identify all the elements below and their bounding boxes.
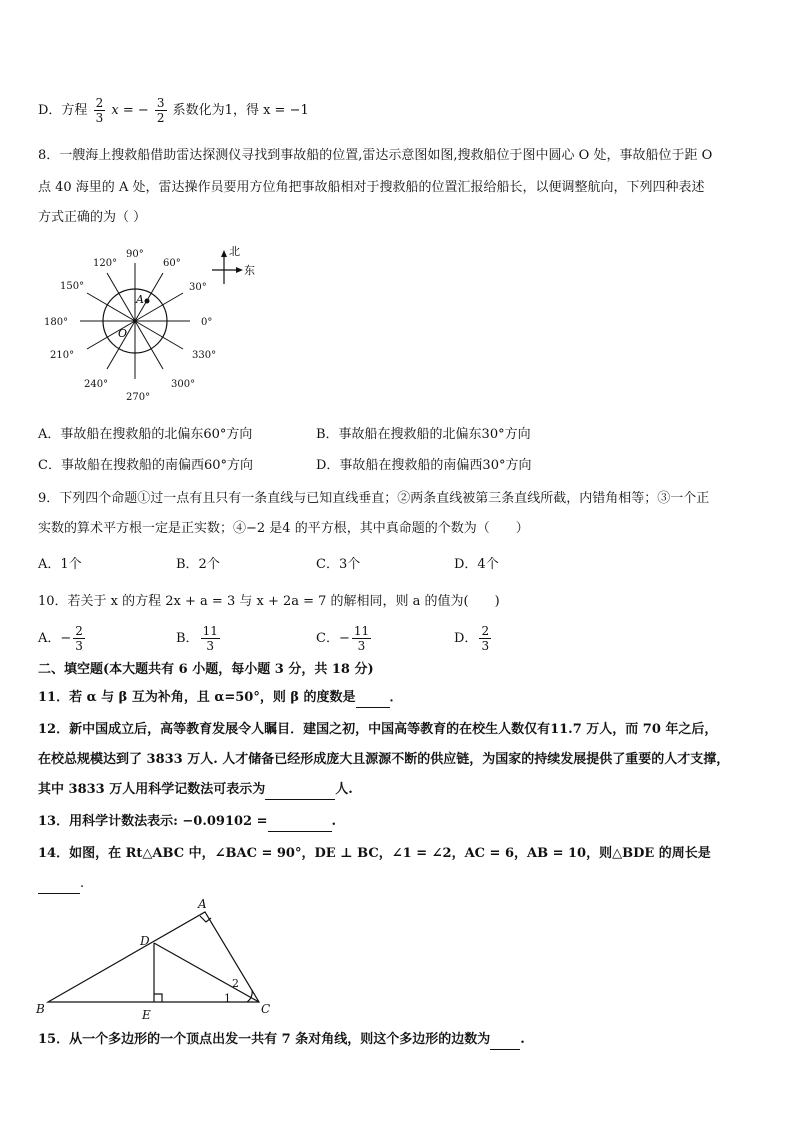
answer-blank: [356, 693, 390, 708]
segment-dc: [154, 943, 259, 1002]
q12-text-line1: 12．新中国成立后，高等教育发展令人瞩目．建国之初，中国高等教育的在校生人数仅有11.7 万人，而 70 年之后，: [38, 722, 718, 737]
answer-blank: [38, 879, 80, 894]
fraction: $\frac{2}{3}$: [75, 624, 83, 653]
right-angle-e: [154, 994, 162, 1002]
angle-label-0: 0°: [201, 317, 213, 328]
q8-option-c: C．事故船在搜救船的南偏西60°方向: [38, 458, 253, 473]
label-a: A: [198, 897, 207, 911]
angle-label-300: 300°: [171, 379, 196, 390]
angle-label-90: 90°: [126, 249, 144, 260]
q12-text-line3: 其中 3833 万人用科学记数法可表示为 人.: [38, 780, 353, 800]
q10-text: 10．若关于 x 的方程 2x + a = 3 与 x + 2a = 7 的解相同，则 a 的值为( ): [38, 594, 500, 609]
angle-label-240: 240°: [84, 379, 109, 390]
label-angle-2: 2: [232, 977, 239, 990]
q13-text: 13．用科学计数法表示: −0.09102 = .: [38, 812, 336, 832]
q14-text-line1: 14．如图，在 Rt△ABC 中，∠BAC = 90°，DE ⊥ BC，∠1 = ∠2，AC = 6，AB = 10，则△BDE 的周长是: [38, 846, 711, 861]
label-d: D: [140, 934, 150, 948]
label-c: C: [261, 1002, 271, 1016]
triangle-diagram: [30, 895, 290, 1025]
fraction: $\frac{3}{2}$: [156, 96, 165, 125]
angle-label-30: 30°: [189, 282, 207, 293]
label-e: E: [142, 1008, 151, 1022]
q12-text-line2: 在校总规模达到了 3833 万人. 人才储备已经形成庞大且源源不断的供应链，为国家的持续发展提供了重要的人才支撑，: [38, 752, 730, 767]
radar-rays: [80, 263, 190, 379]
angle-label-270: 270°: [126, 392, 151, 403]
q9-option-a: A．1个: [38, 557, 82, 572]
answer-blank: [265, 785, 335, 800]
q8-option-a: A．事故船在搜救船的北偏东60°方向: [38, 427, 253, 442]
q8-option-b: B．事故船在搜救船的北偏东30°方向: [316, 427, 531, 442]
q8-text-line2: 点 40 海里的 A 处，雷达操作员要用方位角把事故船相对于搜救船的位置汇报给船长，以便调整航向，下列四种表述: [38, 180, 705, 195]
q8-text-line1: 8．一艘海上搜救船借助雷达探测仪寻找到事故船的位置,雷达示意图如图,搜救船位于图中圆心 O 处，事故船位于距 O: [38, 148, 713, 163]
fraction: $\frac{11}{3}$: [353, 624, 370, 653]
angle-label-120: 120°: [93, 258, 118, 269]
fraction: $\frac{2}{3}$: [481, 624, 490, 653]
angle-label-180: 180°: [44, 317, 69, 328]
label-east: 东: [244, 264, 255, 277]
q14-text-line2: .: [38, 874, 84, 894]
answer-blank: [268, 817, 332, 832]
q9-option-b: B．2个: [176, 557, 220, 572]
q9-option-c: C．3个: [316, 557, 361, 572]
angle-label-330: 330°: [192, 350, 217, 361]
label-angle-1: 1: [224, 992, 231, 1005]
q9-text-line1: 9．下列四个命题①过一点有且只有一条直线与已知直线垂直；②两条直线被第三条直线所截，内错角相等；③一个正: [38, 491, 710, 506]
angle-label-60: 60°: [163, 258, 181, 269]
label-point-a: A: [136, 293, 144, 306]
angle-label-210: 210°: [50, 350, 75, 361]
q15-text: 15．从一个多边形的一个顶点出发一共有 7 条对角线，则这个多边形的边数为 .: [38, 1030, 525, 1050]
q10-option-a: A．− $\frac{2}{3}$: [38, 624, 83, 653]
right-angle-a: [200, 916, 211, 922]
q7-option-d: D．方程 $\frac{2}{3}$ x = − $\frac{3}{2}$ 系数化为1，得 x = −1: [38, 96, 309, 125]
angle-label-150: 150°: [60, 281, 85, 292]
q10-option-b: B． $\frac{11}{3}$: [176, 624, 218, 653]
label-north: 北: [229, 245, 240, 258]
q9-text-line2: 实数的算术平方根一定是正实数；④−2 是4 的平方根，其中真命题的个数为（ ）: [38, 521, 529, 536]
q9-option-d: D．4个: [454, 557, 499, 572]
label-origin: O: [118, 327, 128, 340]
answer-blank: [490, 1035, 520, 1050]
q8-text-line3: 方式正确的为（ ）: [38, 210, 147, 225]
label-b: B: [36, 1002, 45, 1016]
radar-diagram: [38, 240, 268, 410]
fraction: $\frac{11}{3}$: [202, 624, 218, 653]
q8-option-d: D．事故船在搜救船的南偏西30°方向: [316, 458, 532, 473]
section-heading: 二、填空题(本大题共有 6 小题，每小题 3 分，共 18 分): [38, 662, 374, 677]
q10-option-d: D． $\frac{2}{3}$: [454, 624, 490, 653]
fraction: $\frac{2}{3}$: [95, 96, 104, 125]
point-a-dot: [145, 299, 150, 304]
q11-text: 11．若 α 与 β 互为补角，且 α=50°，则 β 的度数是 ．: [38, 688, 403, 708]
q10-option-c: C．− $\frac{11}{3}$: [316, 624, 370, 653]
